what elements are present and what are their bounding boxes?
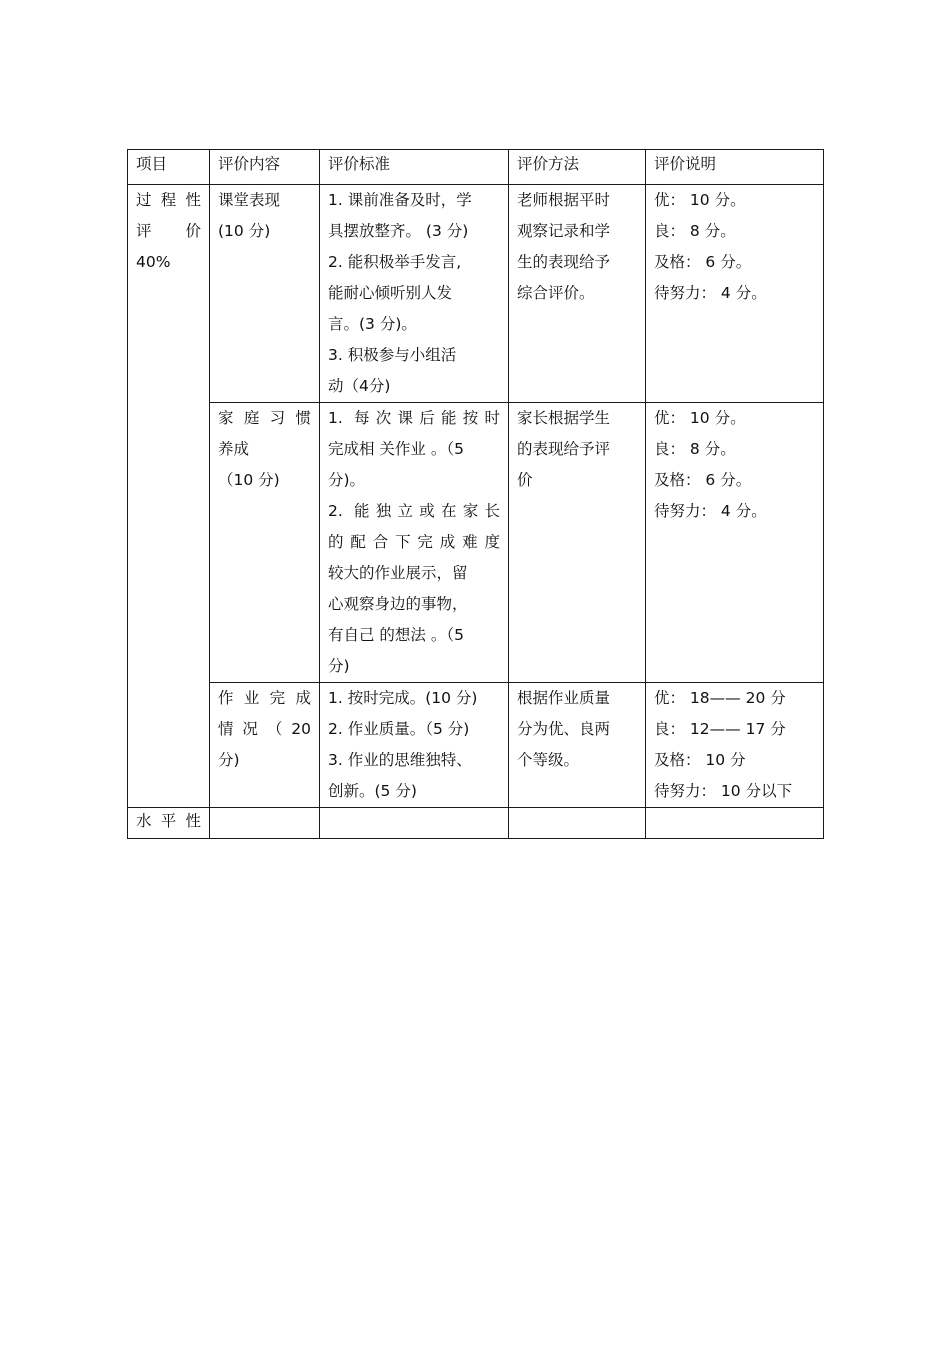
table-header-row (128, 150, 824, 185)
table-row (128, 683, 824, 808)
standard-line: 创新。(5 分) (328, 782, 417, 800)
explain-line: 待努力： 10 分以下 (654, 782, 793, 800)
standard-line: 3. 积极参与小组活 (328, 346, 457, 364)
level-category-cell: 水平性 (128, 808, 210, 839)
standard-cell (320, 683, 509, 808)
process-category-line: 过程性 (136, 191, 201, 209)
explain-line: 及格： 6 分。 (654, 471, 752, 489)
standard-line: 分) (328, 657, 350, 675)
content-cell (210, 185, 320, 403)
method-line: 分为优、良两 (517, 720, 611, 738)
method-line: 根据作业质量 (517, 689, 611, 707)
standard-line: 3. 作业的思维独特、 (328, 751, 472, 769)
explain-line: 待努力： 4 分。 (654, 284, 767, 302)
method-line: 的表现给予评 (517, 440, 611, 458)
standard-line: 具摆放整齐。 (3 分) (328, 222, 469, 240)
explain-line: 优： 10 分。 (654, 409, 746, 427)
explain-line: 及格： 6 分。 (654, 253, 752, 271)
standard-line: 有自己 的想法 。（5 (328, 626, 464, 644)
table-row (128, 403, 824, 683)
content-line: （10 分) (218, 471, 280, 489)
standard-line: 较大的作业展示，留 (328, 564, 468, 582)
method-cell (509, 185, 646, 403)
method-line: 老师根据平时 (517, 191, 611, 209)
explain-cell (646, 683, 824, 808)
empty-cell (509, 808, 646, 839)
empty-cell (320, 808, 509, 839)
standard-line: 2. 能独立或在家长 (328, 502, 500, 520)
process-category-line: 40% (136, 253, 171, 271)
explain-line: 待努力： 4 分。 (654, 502, 767, 520)
standard-line: 心观察身边的事物， (328, 595, 468, 613)
evaluation-table (127, 149, 824, 839)
explain-line: 良： 12—— 17 分 (654, 720, 786, 738)
explain-line: 优： 10 分。 (654, 191, 746, 209)
standard-line: 分)。 (328, 471, 366, 489)
content-line: 养成 (218, 440, 250, 458)
content-line: 情况（20 (218, 720, 311, 738)
standard-line: 2. 作业质量。（5 分) (328, 720, 470, 738)
empty-cell (210, 808, 320, 839)
standard-line: 动（4分) (328, 377, 391, 395)
explain-line: 优： 18—— 20 分 (654, 689, 786, 707)
content-cell (210, 403, 320, 683)
process-category-line: 评 价 (136, 222, 201, 240)
method-line: 家长根据学生 (517, 409, 611, 427)
explain-line: 良： 8 分。 (654, 222, 736, 240)
header-explain: 评价说明 (646, 150, 824, 185)
standard-line: 2. 能积极举手发言, (328, 253, 462, 271)
empty-cell (646, 808, 824, 839)
method-line: 生的表现给予 (517, 253, 611, 271)
standard-line: 1. 课前准备及时，学 (328, 191, 472, 209)
content-line: 作业完成 (218, 689, 311, 707)
header-standard: 评价标准 (320, 150, 509, 185)
standard-line: 的配合下完成难度 (328, 533, 500, 551)
standard-cell (320, 185, 509, 403)
standard-line: 能耐心倾听别人发 (328, 284, 453, 302)
method-cell (509, 403, 646, 683)
explain-cell (646, 185, 824, 403)
content-line: 课堂表现 (218, 191, 281, 209)
content-line: (10 分) (218, 222, 271, 240)
standard-line: 1. 每次课后能按时 (328, 409, 500, 427)
content-cell (210, 683, 320, 808)
method-line: 观察记录和学 (517, 222, 611, 240)
method-line: 个等级。 (517, 751, 580, 769)
header-content: 评价内容 (210, 150, 320, 185)
method-cell (509, 683, 646, 808)
content-line: 家庭习惯 (218, 409, 311, 427)
explain-line: 及格： 10 分 (654, 751, 746, 769)
header-method: 评价方法 (509, 150, 646, 185)
content-line: 分) (218, 751, 240, 769)
standard-line: 1. 按时完成。(10 分) (328, 689, 478, 707)
explain-line: 良： 8 分。 (654, 440, 736, 458)
method-line: 综合评价。 (517, 284, 595, 302)
method-line: 价 (517, 471, 533, 489)
table-row (128, 808, 824, 839)
table-row (128, 185, 824, 403)
explain-cell (646, 403, 824, 683)
header-project: 项目 (128, 150, 210, 185)
standard-cell (320, 403, 509, 683)
standard-line: 完成相 关作业 。（5 (328, 440, 464, 458)
standard-line: 言。(3 分)。 (328, 315, 417, 333)
process-category-cell (128, 185, 210, 808)
